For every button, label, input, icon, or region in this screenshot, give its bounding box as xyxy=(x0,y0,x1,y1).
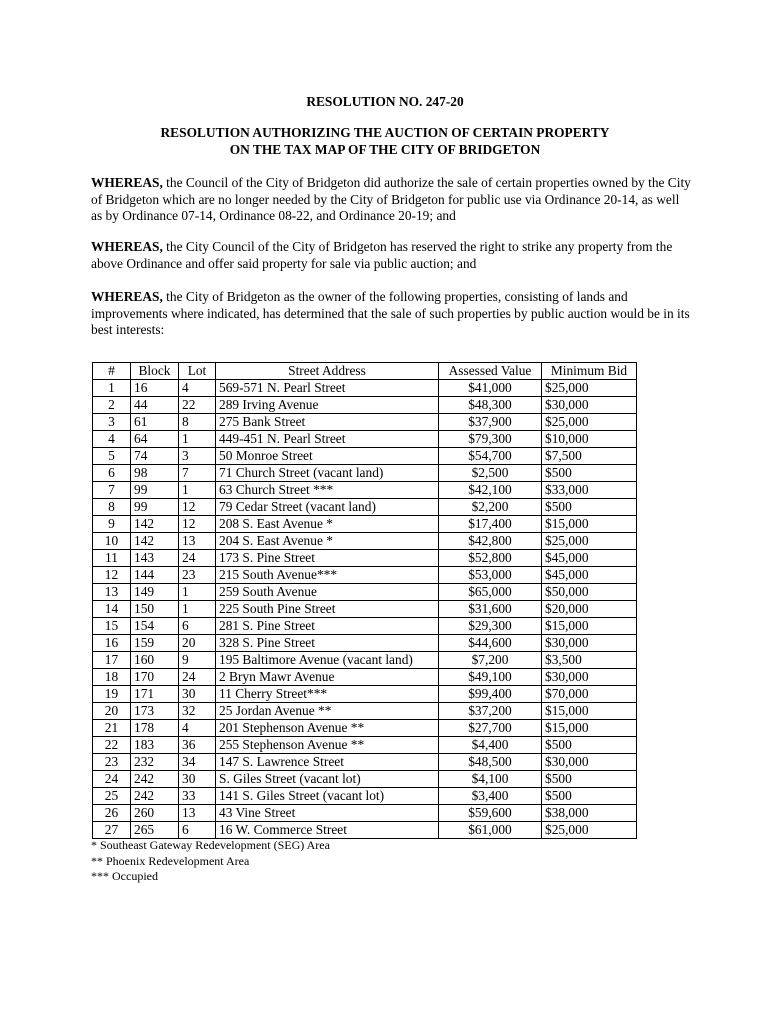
lot-cell: 22 xyxy=(179,397,216,414)
minimum-bid-cell: $30,000 xyxy=(542,669,637,686)
block-cell: 183 xyxy=(131,737,179,754)
paragraph-text: the City of Bridgeton as the owner of the following properties, consisting of lands and improvements where indicated, has determined that the sale of such properties by public auction would be in its best interests: xyxy=(91,289,690,338)
assessed-value-cell: $41,000 xyxy=(439,380,542,397)
lot-cell: 30 xyxy=(179,686,216,703)
block-cell: 98 xyxy=(131,465,179,482)
address-cell: 208 S. East Avenue * xyxy=(216,516,439,533)
header-block: Block xyxy=(131,363,179,380)
block-cell: 178 xyxy=(131,720,179,737)
row-number: 16 xyxy=(93,635,131,652)
resolution-title xyxy=(0,125,770,158)
footnote-seg: * Southeast Gateway Redevelopment (SEG) Area xyxy=(91,838,330,852)
lot-cell: 34 xyxy=(179,754,216,771)
address-cell: 71 Church Street (vacant land) xyxy=(216,465,439,482)
lot-cell: 30 xyxy=(179,771,216,788)
lot-cell: 4 xyxy=(179,720,216,737)
row-number: 9 xyxy=(93,516,131,533)
resolution-number: RESOLUTION NO. 247-20 xyxy=(306,94,464,109)
table-row xyxy=(93,618,637,635)
row-number: 19 xyxy=(93,686,131,703)
table-row xyxy=(93,550,637,567)
lot-cell: 24 xyxy=(179,550,216,567)
whereas-paragraph-2 xyxy=(91,239,691,272)
minimum-bid-cell: $10,000 xyxy=(542,431,637,448)
table-row xyxy=(93,737,637,754)
lot-cell: 13 xyxy=(179,805,216,822)
table-body xyxy=(93,380,637,839)
footnote-occupied: *** Occupied xyxy=(91,869,158,883)
assessed-value-cell: $44,600 xyxy=(439,635,542,652)
assessed-value-cell: $61,000 xyxy=(439,822,542,839)
address-cell: 328 S. Pine Street xyxy=(216,635,439,652)
assessed-value-cell: $31,600 xyxy=(439,601,542,618)
minimum-bid-cell: $500 xyxy=(542,465,637,482)
minimum-bid-cell: $15,000 xyxy=(542,516,637,533)
address-cell: 225 South Pine Street xyxy=(216,601,439,618)
assessed-value-cell: $3,400 xyxy=(439,788,542,805)
assessed-value-cell: $42,800 xyxy=(439,533,542,550)
table-row xyxy=(93,805,637,822)
whereas-lead: WHEREAS, xyxy=(91,175,163,190)
minimum-bid-cell: $500 xyxy=(542,499,637,516)
block-cell: 171 xyxy=(131,686,179,703)
row-number: 6 xyxy=(93,465,131,482)
lot-cell: 12 xyxy=(179,516,216,533)
address-cell: 63 Church Street *** xyxy=(216,482,439,499)
row-number: 14 xyxy=(93,601,131,618)
minimum-bid-cell: $30,000 xyxy=(542,397,637,414)
row-number: 21 xyxy=(93,720,131,737)
table-row xyxy=(93,380,637,397)
lot-cell: 33 xyxy=(179,788,216,805)
row-number: 27 xyxy=(93,822,131,839)
block-cell: 154 xyxy=(131,618,179,635)
block-cell: 159 xyxy=(131,635,179,652)
table-row xyxy=(93,635,637,652)
block-cell: 142 xyxy=(131,533,179,550)
table-row xyxy=(93,533,637,550)
row-number: 11 xyxy=(93,550,131,567)
assessed-value-cell: $37,200 xyxy=(439,703,542,720)
minimum-bid-cell: $70,000 xyxy=(542,686,637,703)
address-cell: 141 S. Giles Street (vacant lot) xyxy=(216,788,439,805)
block-cell: 143 xyxy=(131,550,179,567)
assessed-value-cell: $52,800 xyxy=(439,550,542,567)
address-cell: 281 S. Pine Street xyxy=(216,618,439,635)
minimum-bid-cell: $45,000 xyxy=(542,567,637,584)
property-table xyxy=(92,362,637,839)
minimum-bid-cell: $500 xyxy=(542,771,637,788)
assessed-value-cell: $17,400 xyxy=(439,516,542,533)
address-cell: 195 Baltimore Avenue (vacant land) xyxy=(216,652,439,669)
address-cell: 215 South Avenue*** xyxy=(216,567,439,584)
minimum-bid-cell: $3,500 xyxy=(542,652,637,669)
block-cell: 142 xyxy=(131,516,179,533)
header-street-address: Street Address xyxy=(216,363,439,380)
assessed-value-cell: $99,400 xyxy=(439,686,542,703)
minimum-bid-cell: $30,000 xyxy=(542,754,637,771)
table-row xyxy=(93,499,637,516)
table-row xyxy=(93,669,637,686)
address-cell: 2 Bryn Mawr Avenue xyxy=(216,669,439,686)
whereas-lead: WHEREAS, xyxy=(91,289,163,304)
row-number: 20 xyxy=(93,703,131,720)
lot-cell: 3 xyxy=(179,448,216,465)
minimum-bid-cell: $15,000 xyxy=(542,703,637,720)
lot-cell: 1 xyxy=(179,431,216,448)
minimum-bid-cell: $30,000 xyxy=(542,635,637,652)
minimum-bid-cell: $33,000 xyxy=(542,482,637,499)
lot-cell: 1 xyxy=(179,601,216,618)
lot-cell: 4 xyxy=(179,380,216,397)
assessed-value-cell: $4,100 xyxy=(439,771,542,788)
footnotes xyxy=(91,838,330,885)
address-cell: 569-571 N. Pearl Street xyxy=(216,380,439,397)
address-cell: 43 Vine Street xyxy=(216,805,439,822)
row-number: 3 xyxy=(93,414,131,431)
assessed-value-cell: $65,000 xyxy=(439,584,542,601)
assessed-value-cell: $48,300 xyxy=(439,397,542,414)
table-row xyxy=(93,771,637,788)
table-row xyxy=(93,431,637,448)
row-number: 26 xyxy=(93,805,131,822)
lot-cell: 1 xyxy=(179,482,216,499)
table-row xyxy=(93,822,637,839)
address-cell: 79 Cedar Street (vacant land) xyxy=(216,499,439,516)
table-row xyxy=(93,652,637,669)
paragraph-text: the City Council of the City of Bridgeton has reserved the right to strike any property from the above Ordinance and offer said property for sale via public auction; and xyxy=(91,239,673,271)
assessed-value-cell: $37,900 xyxy=(439,414,542,431)
row-number: 7 xyxy=(93,482,131,499)
minimum-bid-cell: $25,000 xyxy=(542,533,637,550)
resolution-title-line1: RESOLUTION AUTHORIZING THE AUCTION OF CERTAIN PROPERTY xyxy=(160,125,610,140)
table-row xyxy=(93,703,637,720)
block-cell: 242 xyxy=(131,788,179,805)
row-number: 12 xyxy=(93,567,131,584)
table-row xyxy=(93,516,637,533)
header-assessed-value: Assessed Value xyxy=(439,363,542,380)
block-cell: 149 xyxy=(131,584,179,601)
block-cell: 160 xyxy=(131,652,179,669)
table-row xyxy=(93,465,637,482)
assessed-value-cell: $59,600 xyxy=(439,805,542,822)
row-number: 8 xyxy=(93,499,131,516)
address-cell: 16 W. Commerce Street xyxy=(216,822,439,839)
block-cell: 61 xyxy=(131,414,179,431)
row-number: 2 xyxy=(93,397,131,414)
address-cell: 289 Irving Avenue xyxy=(216,397,439,414)
table-row xyxy=(93,567,637,584)
lot-cell: 13 xyxy=(179,533,216,550)
lot-cell: 7 xyxy=(179,465,216,482)
lot-cell: 36 xyxy=(179,737,216,754)
address-cell: 259 South Avenue xyxy=(216,584,439,601)
address-cell: 173 S. Pine Street xyxy=(216,550,439,567)
header-lot: Lot xyxy=(179,363,216,380)
address-cell: 11 Cherry Street*** xyxy=(216,686,439,703)
block-cell: 44 xyxy=(131,397,179,414)
whereas-paragraph-1 xyxy=(91,175,691,225)
assessed-value-cell: $7,200 xyxy=(439,652,542,669)
minimum-bid-cell: $25,000 xyxy=(542,822,637,839)
minimum-bid-cell: $15,000 xyxy=(542,618,637,635)
block-cell: 232 xyxy=(131,754,179,771)
block-cell: 64 xyxy=(131,431,179,448)
row-number: 25 xyxy=(93,788,131,805)
address-cell: 255 Stephenson Avenue ** xyxy=(216,737,439,754)
table-row xyxy=(93,584,637,601)
table-row xyxy=(93,788,637,805)
block-cell: 173 xyxy=(131,703,179,720)
lot-cell: 6 xyxy=(179,822,216,839)
table-row xyxy=(93,414,637,431)
assessed-value-cell: $4,400 xyxy=(439,737,542,754)
minimum-bid-cell: $20,000 xyxy=(542,601,637,618)
table-row xyxy=(93,720,637,737)
table-row xyxy=(93,448,637,465)
address-cell: 204 S. East Avenue * xyxy=(216,533,439,550)
minimum-bid-cell: $500 xyxy=(542,737,637,754)
row-number: 22 xyxy=(93,737,131,754)
row-number: 5 xyxy=(93,448,131,465)
table-row xyxy=(93,601,637,618)
assessed-value-cell: $42,100 xyxy=(439,482,542,499)
row-number: 13 xyxy=(93,584,131,601)
whereas-paragraph-3 xyxy=(91,289,691,339)
address-cell: 50 Monroe Street xyxy=(216,448,439,465)
lot-cell: 23 xyxy=(179,567,216,584)
row-number: 18 xyxy=(93,669,131,686)
assessed-value-cell: $29,300 xyxy=(439,618,542,635)
minimum-bid-cell: $7,500 xyxy=(542,448,637,465)
minimum-bid-cell: $25,000 xyxy=(542,380,637,397)
minimum-bid-cell: $38,000 xyxy=(542,805,637,822)
assessed-value-cell: $48,500 xyxy=(439,754,542,771)
table-row xyxy=(93,397,637,414)
block-cell: 144 xyxy=(131,567,179,584)
minimum-bid-cell: $500 xyxy=(542,788,637,805)
minimum-bid-cell: $50,000 xyxy=(542,584,637,601)
table-row xyxy=(93,482,637,499)
paragraph-text: the Council of the City of Bridgeton did authorize the sale of certain properties owned by the City of Bridgeton which are no longer needed by the City of Bridgeton for public use via Ordinance 20-14, as well as by Ordinance 07-14, Ordinance 08-22, and Ordinance 20-19; and xyxy=(91,175,691,224)
assessed-value-cell: $53,000 xyxy=(439,567,542,584)
row-number: 24 xyxy=(93,771,131,788)
block-cell: 265 xyxy=(131,822,179,839)
assessed-value-cell: $54,700 xyxy=(439,448,542,465)
lot-cell: 32 xyxy=(179,703,216,720)
minimum-bid-cell: $15,000 xyxy=(542,720,637,737)
table-header-row xyxy=(93,363,637,380)
row-number: 10 xyxy=(93,533,131,550)
address-cell: 147 S. Lawrence Street xyxy=(216,754,439,771)
resolution-title-line2: ON THE TAX MAP OF THE CITY OF BRIDGETON xyxy=(229,141,541,157)
address-cell: 275 Bank Street xyxy=(216,414,439,431)
assessed-value-cell: $2,500 xyxy=(439,465,542,482)
minimum-bid-cell: $45,000 xyxy=(542,550,637,567)
block-cell: 74 xyxy=(131,448,179,465)
address-cell: 201 Stephenson Avenue ** xyxy=(216,720,439,737)
header-number: # xyxy=(93,363,131,380)
lot-cell: 12 xyxy=(179,499,216,516)
lot-cell: 9 xyxy=(179,652,216,669)
block-cell: 99 xyxy=(131,499,179,516)
lot-cell: 1 xyxy=(179,584,216,601)
minimum-bid-cell: $25,000 xyxy=(542,414,637,431)
block-cell: 150 xyxy=(131,601,179,618)
row-number: 15 xyxy=(93,618,131,635)
whereas-lead: WHEREAS, xyxy=(91,239,163,254)
assessed-value-cell: $2,200 xyxy=(439,499,542,516)
address-cell: 449-451 N. Pearl Street xyxy=(216,431,439,448)
assessed-value-cell: $79,300 xyxy=(439,431,542,448)
lot-cell: 24 xyxy=(179,669,216,686)
address-cell: 25 Jordan Avenue ** xyxy=(216,703,439,720)
assessed-value-cell: $27,700 xyxy=(439,720,542,737)
block-cell: 16 xyxy=(131,380,179,397)
row-number: 17 xyxy=(93,652,131,669)
block-cell: 99 xyxy=(131,482,179,499)
block-cell: 260 xyxy=(131,805,179,822)
lot-cell: 8 xyxy=(179,414,216,431)
row-number: 23 xyxy=(93,754,131,771)
lot-cell: 6 xyxy=(179,618,216,635)
table-row xyxy=(93,754,637,771)
assessed-value-cell: $49,100 xyxy=(439,669,542,686)
row-number: 1 xyxy=(93,380,131,397)
block-cell: 242 xyxy=(131,771,179,788)
table-row xyxy=(93,686,637,703)
lot-cell: 20 xyxy=(179,635,216,652)
row-number: 4 xyxy=(93,431,131,448)
footnote-phoenix: ** Phoenix Redevelopment Area xyxy=(91,853,250,868)
block-cell: 170 xyxy=(131,669,179,686)
address-cell: S. Giles Street (vacant lot) xyxy=(216,771,439,788)
header-minimum-bid: Minimum Bid xyxy=(542,363,637,380)
